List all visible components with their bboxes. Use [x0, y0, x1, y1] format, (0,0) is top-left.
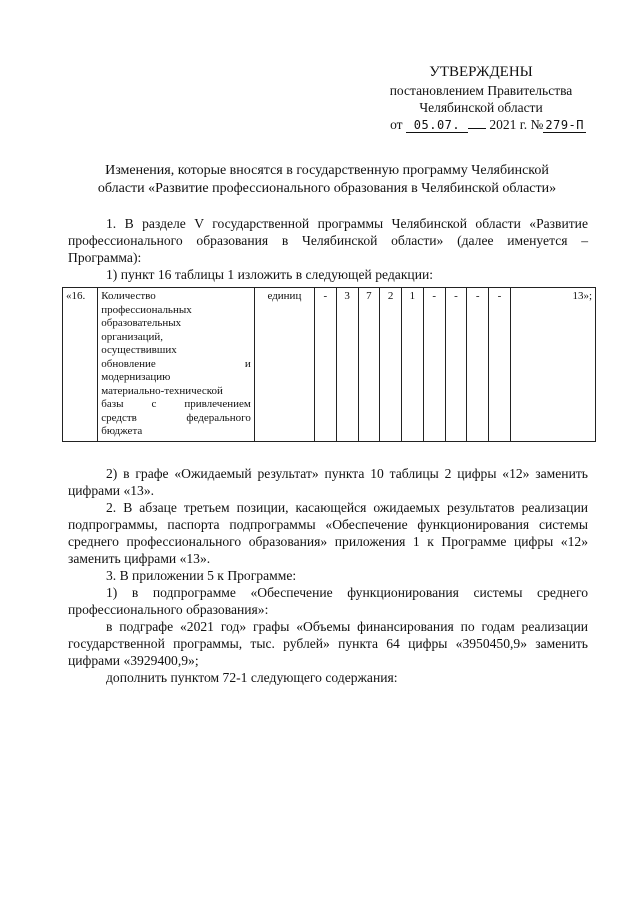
- table-row: [63, 288, 596, 442]
- paragraph-4: 3. В приложении 5 к Программе:: [106, 568, 297, 583]
- title-line-1: Изменения, которые вносятся в государственную программу Челябинской: [105, 163, 549, 178]
- description-line: базы с привлечением: [101, 398, 251, 410]
- approval-line-2: Челябинской области: [419, 100, 543, 115]
- amendment-table: [62, 287, 596, 442]
- paragraph-2: 2) в графе «Ожидаемый результат» пункта 10 таблицы 2 цифры «12» заменить цифрами «13».: [68, 466, 588, 498]
- approval-date-line: [376, 116, 586, 133]
- section-2: [68, 465, 588, 686]
- description-line: организаций,: [101, 330, 164, 343]
- document-title: [62, 162, 592, 198]
- section-1: [68, 215, 588, 283]
- paragraph-5: 1) в подпрограмме «Обеспечение функционирования системы среднего профессионального образования»:: [68, 585, 588, 617]
- description-line: бюджета: [101, 425, 143, 437]
- value-cell: 3: [336, 288, 358, 442]
- description-line: профессиональных: [101, 303, 192, 316]
- title-line-2: области «Развитие профессионального образования в Челябинской области»: [97, 181, 557, 196]
- approval-heading: УТВЕРЖДЕНЫ: [429, 64, 533, 80]
- date-prefix: от: [390, 117, 403, 132]
- approval-stamp: [376, 62, 586, 133]
- unit-cell: единиц: [254, 288, 314, 442]
- row-number: «16.: [63, 288, 98, 442]
- handwritten-number: 279-П: [545, 118, 584, 132]
- description-line: образовательных: [101, 317, 182, 329]
- value-cell: -: [489, 288, 511, 442]
- value-cell: 7: [358, 288, 380, 442]
- value-cell: -: [467, 288, 489, 442]
- paragraph-6: в подграфе «2021 год» графы «Объемы финансирования по годам реализации государственной программы, тыс. рублей» пункта 64 цифры «3950450,9» заменить цифрами «3929400,9»;: [68, 619, 588, 668]
- value-cell: -: [314, 288, 336, 442]
- description-line: средств федерального: [101, 411, 251, 424]
- approval-line-1: постановлением Правительства: [389, 83, 573, 98]
- paragraph-1: 1. В разделе V государственной программы Челябинской области «Развитие профессионального образования в Челябинской области» (далее именуется – Программа):: [68, 216, 588, 265]
- handwritten-date: 05.07.: [406, 119, 468, 133]
- description-line: осуществивших: [101, 344, 177, 356]
- row-description: [98, 288, 255, 442]
- value-cell: 1: [402, 288, 424, 442]
- description-line: материально-технической: [101, 384, 223, 397]
- paragraph-7: дополнить пунктом 72-1 следующего содержания:: [106, 670, 398, 685]
- paragraph-3: 2. В абзаце третьем позиции, касающейся ожидаемых результатов реализации подпрограммы, паспорта подпрограммы «Обеспечение функционирования системы среднего профессионального образования» приложения 1 к Программе цифры «12» заменить цифрами «13».: [68, 500, 588, 566]
- paragraph-1-item-1: 1) пункт 16 таблицы 1 изложить в следующей редакции:: [106, 267, 434, 282]
- description-line: Количество: [101, 290, 156, 302]
- description-line: модернизацию: [101, 371, 171, 383]
- value-cell: 2: [380, 288, 402, 442]
- final-value-cell: 13»;: [510, 288, 595, 442]
- value-cell: -: [445, 288, 467, 442]
- description-line: обновление и: [101, 357, 251, 370]
- value-cell: -: [423, 288, 445, 442]
- date-blank-underline: [468, 116, 486, 129]
- year-text: 2021 г. №: [489, 117, 544, 132]
